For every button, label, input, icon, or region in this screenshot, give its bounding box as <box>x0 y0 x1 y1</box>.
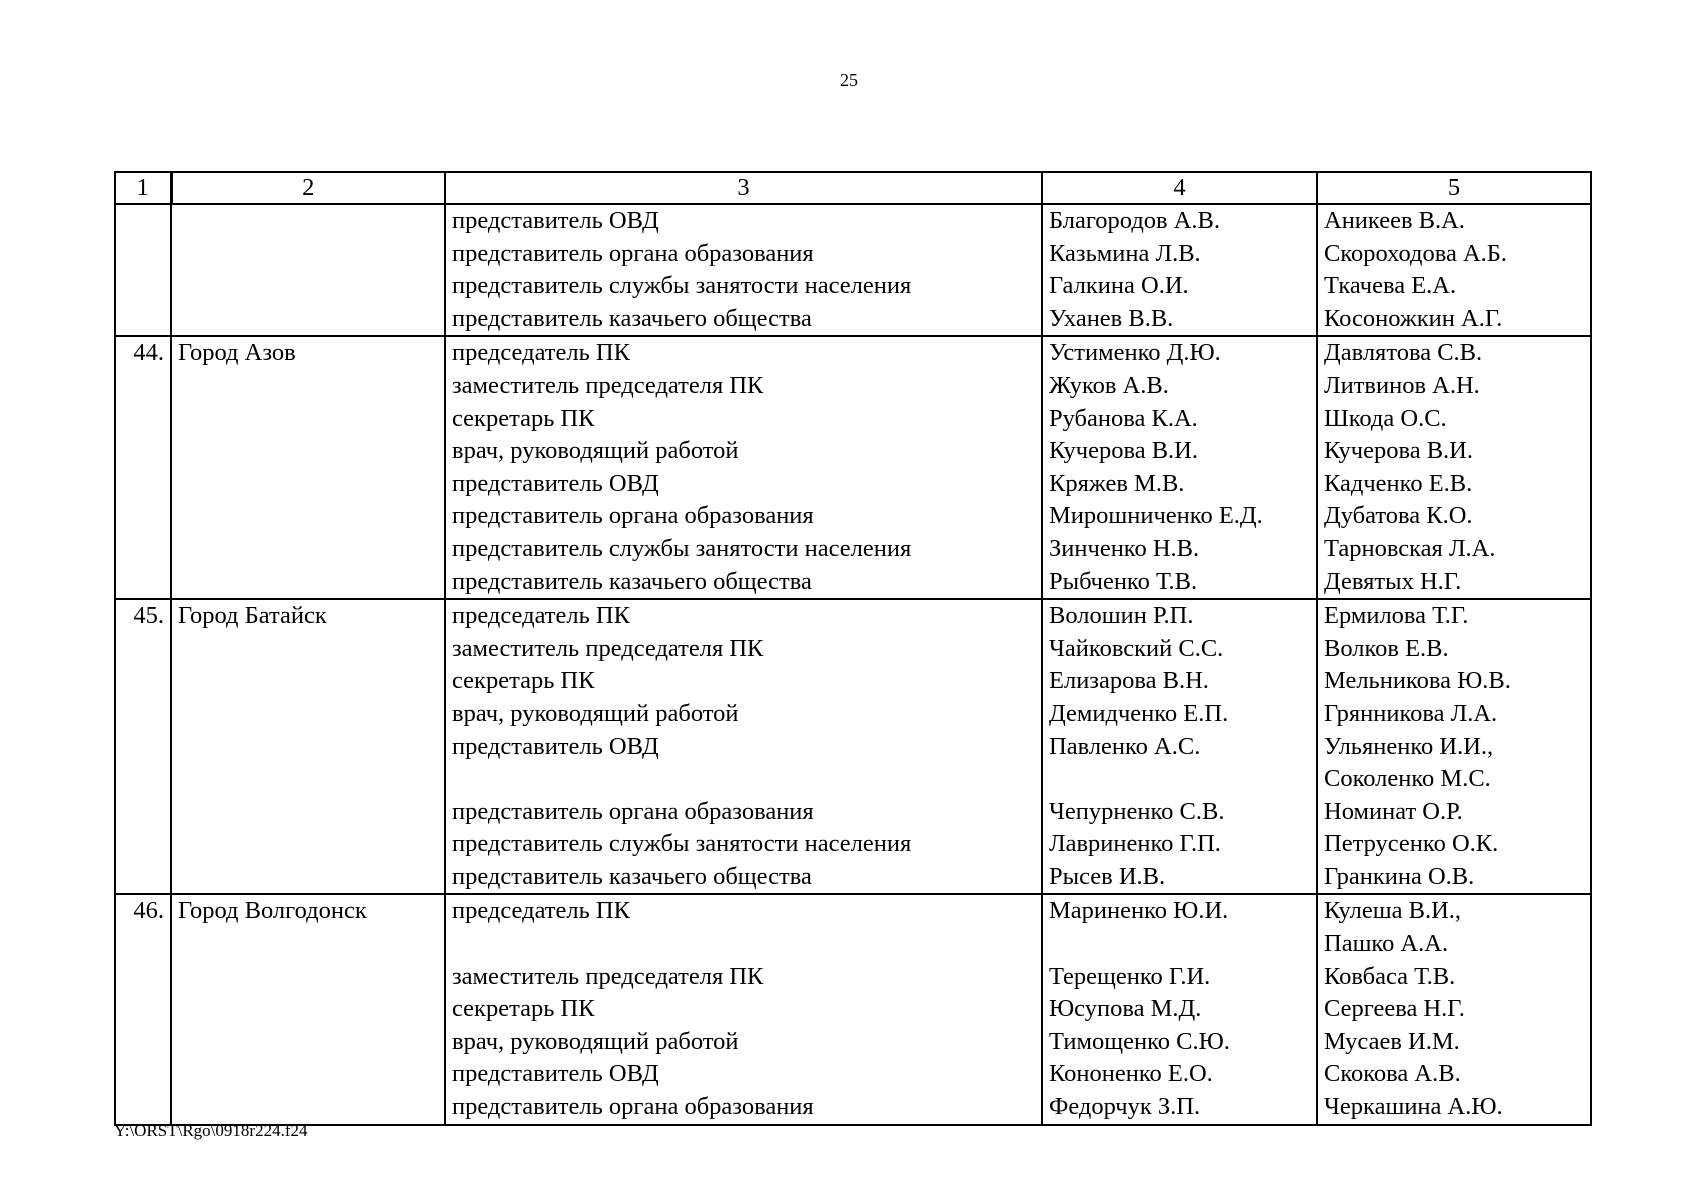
reserve-member-name: Ермилова Т.Г. <box>1324 602 1469 630</box>
position-item: секретарь ПК <box>452 404 595 432</box>
reserve-member-name: Сергеева Н.Г. <box>1324 995 1465 1023</box>
reserve-member-list <box>1317 894 1591 1124</box>
member-name: Галкина О.И. <box>1049 272 1189 300</box>
column-header-1: 1 <box>115 172 171 204</box>
reserve-member-list <box>1317 204 1591 336</box>
row-number-text <box>122 205 164 238</box>
reserve-member-name: Тарновская Л.А. <box>1324 534 1496 562</box>
reserve-member-name: Скокова А.В. <box>1324 1060 1461 1088</box>
position-item: представитель казачьего общества <box>452 567 812 595</box>
district-name <box>171 894 445 1124</box>
member-list <box>1042 204 1317 336</box>
member-name <box>1049 928 1310 961</box>
position-item: представитель казачьего общества <box>452 304 812 332</box>
reserve-member-name: Черкашина А.Ю. <box>1324 1093 1503 1121</box>
position-item: представитель органа образования <box>452 239 814 267</box>
reserve-member-name: Соколенко М.С. <box>1324 765 1491 793</box>
column-header-5: 5 <box>1317 172 1591 204</box>
member-name: Кучерова В.И. <box>1049 437 1198 465</box>
district-name-text: Город Азов <box>178 339 296 367</box>
position-item: секретарь ПК <box>452 667 595 695</box>
position-item: представитель органа образования <box>452 1093 814 1121</box>
reserve-member-name: Грянникова Л.А. <box>1324 699 1498 727</box>
reserve-member-name: Дубатова К.О. <box>1324 502 1473 530</box>
position-item: представитель органа образования <box>452 797 814 825</box>
reserve-member-name: Литвинов А.Н. <box>1324 371 1480 399</box>
member-name: Павленко А.С. <box>1049 732 1201 760</box>
reserve-member-name: Скороходова А.Б. <box>1324 239 1507 267</box>
member-name: Кононенко Е.О. <box>1049 1060 1213 1088</box>
position-item: заместитель председателя ПК <box>452 634 764 662</box>
column-header-3: 3 <box>445 172 1042 204</box>
position-item: врач, руководящий работой <box>452 1027 739 1055</box>
reserve-member-name: Девятых Н.Г. <box>1324 567 1462 595</box>
district-name-text <box>178 205 438 238</box>
position-list <box>445 336 1042 599</box>
member-name: Терещенко Г.И. <box>1049 962 1211 990</box>
position-item: врач, руководящий работой <box>452 699 739 727</box>
member-name: Казьмина Л.В. <box>1049 239 1201 267</box>
member-name: Кряжев М.В. <box>1049 469 1185 497</box>
member-name: Мариненко Ю.И. <box>1049 897 1229 925</box>
reserve-member-name: Косоножкин А.Г. <box>1324 304 1503 332</box>
member-name: Демидченко Е.П. <box>1049 699 1229 727</box>
reserve-member-name: Шкода О.С. <box>1324 404 1447 432</box>
reserve-member-name: Петрусенко О.К. <box>1324 830 1499 858</box>
row-number <box>115 336 171 599</box>
member-name: Рубанова К.А. <box>1049 404 1198 432</box>
position-item <box>452 928 1035 961</box>
reserve-member-name: Аникеев В.А. <box>1324 207 1465 234</box>
column-header-2: 2 <box>171 172 445 204</box>
reserve-member-name: Пашко А.А. <box>1324 930 1449 958</box>
member-name: Тимощенко С.Ю. <box>1049 1027 1230 1055</box>
position-item <box>452 763 1035 796</box>
reserve-member-name: Кулеша В.И., <box>1324 897 1462 925</box>
position-item: представитель ОВД <box>452 732 659 760</box>
row-number <box>115 204 171 336</box>
member-name: Юсупова М.Д. <box>1049 995 1202 1023</box>
commission-table <box>114 171 1592 1126</box>
district-name <box>171 204 445 336</box>
table-header-row <box>115 172 1591 204</box>
reserve-member-name: Кучерова В.И. <box>1324 437 1473 465</box>
position-item: представитель ОВД <box>452 207 659 234</box>
row-number-text: 46. <box>133 897 164 925</box>
district-name-text: Город Волгодонск <box>178 897 367 925</box>
position-item: представитель службы занятости населения <box>452 272 912 300</box>
position-item: представитель службы занятости населения <box>452 830 912 858</box>
member-name: Волошин Р.П. <box>1049 602 1194 630</box>
position-item: представитель ОВД <box>452 1060 659 1088</box>
row-number-text: 44. <box>133 339 164 367</box>
row-number-text: 45. <box>133 602 164 630</box>
position-item: представитель службы занятости населения <box>452 534 912 562</box>
district-name <box>171 599 445 894</box>
reserve-member-name: Номинат О.Р. <box>1324 797 1463 825</box>
member-name: Чайковский С.С. <box>1049 634 1224 662</box>
reserve-member-name: Мельникова Ю.В. <box>1324 667 1511 695</box>
district-name-text: Город Батайск <box>178 602 327 630</box>
column-header-4: 4 <box>1042 172 1317 204</box>
reserve-member-list <box>1317 336 1591 599</box>
member-name: Лавриненко Г.П. <box>1049 830 1221 858</box>
district-name <box>171 336 445 599</box>
reserve-member-name: Ткачева Е.А. <box>1324 272 1457 300</box>
position-item: врач, руководящий работой <box>452 437 739 465</box>
position-item: председатель ПК <box>452 339 630 367</box>
reserve-member-name: Гранкина О.В. <box>1324 862 1475 890</box>
reserve-member-name: Мусаев И.М. <box>1324 1027 1460 1055</box>
member-name: Федорчук З.П. <box>1049 1093 1201 1121</box>
member-name: Устименко Д.Ю. <box>1049 339 1221 367</box>
position-list <box>445 204 1042 336</box>
position-item: председатель ПК <box>452 897 630 925</box>
reserve-member-name: Кадченко Е.В. <box>1324 469 1473 497</box>
table-body <box>115 204 1591 1125</box>
member-name: Елизарова В.Н. <box>1049 667 1209 695</box>
position-item: заместитель председателя ПК <box>452 962 764 990</box>
page-number: 25 <box>840 70 858 90</box>
position-item: заместитель председателя ПК <box>452 371 764 399</box>
row-number <box>115 599 171 894</box>
member-name: Благородов А.В. <box>1049 207 1221 234</box>
member-name: Мирошниченко Е.Д. <box>1049 502 1263 530</box>
member-name: Чепурненко С.В. <box>1049 797 1225 825</box>
table-row <box>115 894 1591 1124</box>
position-item: представитель казачьего общества <box>452 862 812 890</box>
member-name: Жуков А.В. <box>1049 371 1169 399</box>
reserve-member-name: Ульяненко И.И., <box>1324 732 1494 760</box>
member-list <box>1042 599 1317 894</box>
position-item: представитель ОВД <box>452 469 659 497</box>
position-list <box>445 894 1042 1124</box>
table-row <box>115 204 1591 336</box>
reserve-member-name: Волков Е.В. <box>1324 634 1449 662</box>
member-name: Зинченко Н.В. <box>1049 534 1200 562</box>
reserve-member-name: Давлятова С.В. <box>1324 339 1483 367</box>
reserve-member-name: Ковбаса Т.В. <box>1324 962 1456 990</box>
member-name: Уханев В.В. <box>1049 304 1174 332</box>
position-list <box>445 599 1042 894</box>
file-path: Y:\ORST\Rgo\0918r224.f24 <box>114 1121 308 1140</box>
table-row <box>115 599 1591 894</box>
row-number <box>115 894 171 1124</box>
member-name <box>1049 763 1310 796</box>
position-item: председатель ПК <box>452 602 630 630</box>
position-item: представитель органа образования <box>452 502 814 530</box>
member-list <box>1042 894 1317 1124</box>
position-item: секретарь ПК <box>452 995 595 1023</box>
member-name: Рысев И.В. <box>1049 862 1166 890</box>
member-list <box>1042 336 1317 599</box>
table-row <box>115 336 1591 599</box>
reserve-member-list <box>1317 599 1591 894</box>
member-name: Рыбченко Т.В. <box>1049 567 1198 595</box>
